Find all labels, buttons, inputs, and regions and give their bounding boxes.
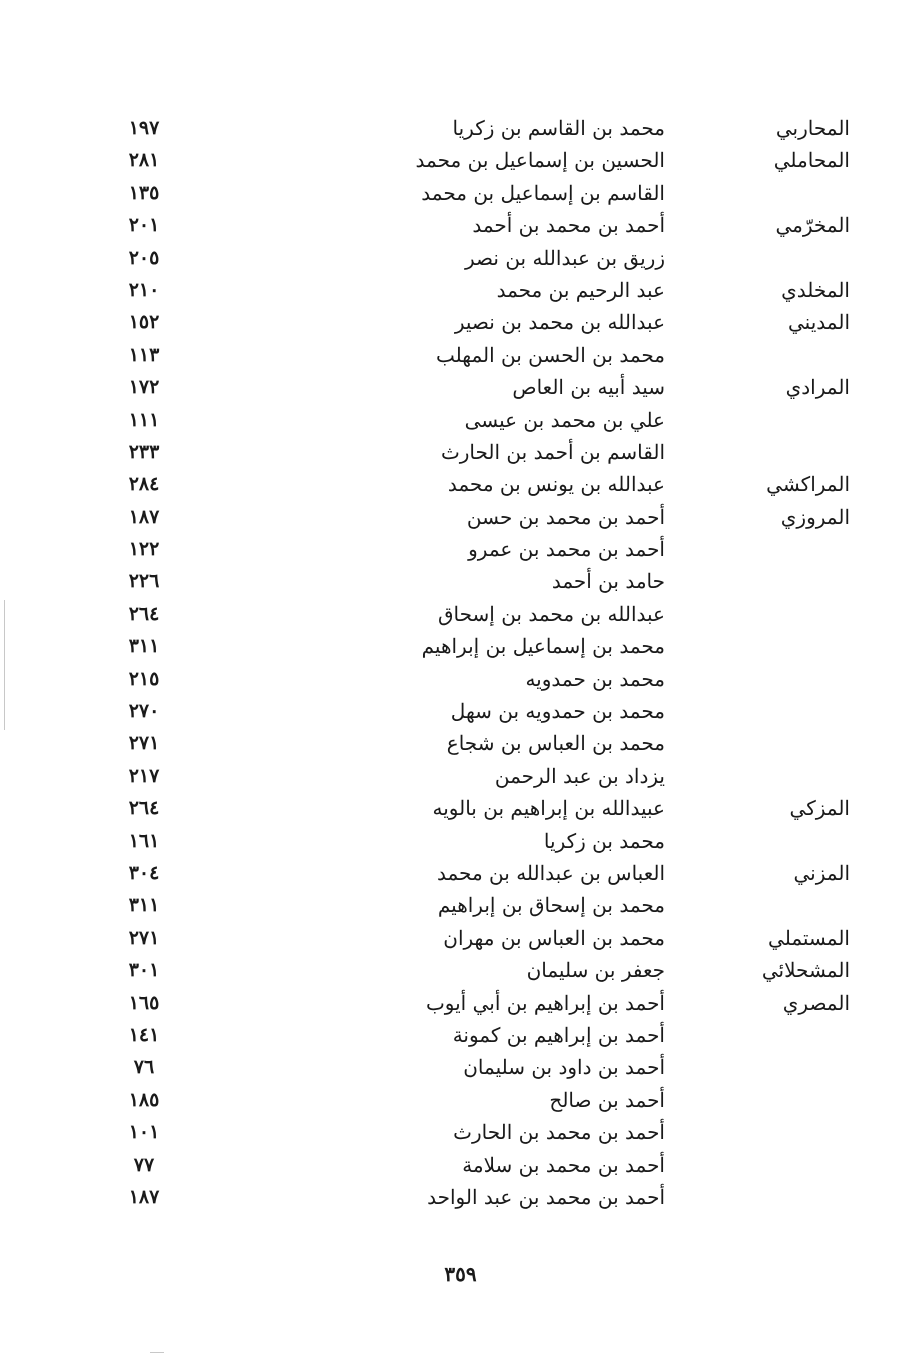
nisba-label: المرادي bbox=[785, 375, 850, 400]
person-name: محمد بن الحسن بن المهلب bbox=[435, 342, 665, 367]
index-row bbox=[100, 144, 860, 176]
page-reference: ٢١٥ bbox=[128, 667, 160, 690]
person-name: القاسم بن أحمد بن الحارث bbox=[440, 439, 665, 464]
person-name: أحمد بن محمد بن سلامة bbox=[462, 1152, 665, 1177]
index-row bbox=[100, 177, 860, 209]
index-row bbox=[100, 371, 860, 403]
person-name: حامد بن أحمد bbox=[551, 569, 665, 594]
nisba-label: المشحلائي bbox=[761, 958, 850, 983]
person-name: محمد بن إسحاق بن إبراهيم bbox=[437, 893, 665, 918]
person-name: محمد بن العباس بن شجاع bbox=[446, 731, 665, 756]
page-reference: ١٤١ bbox=[128, 1023, 160, 1046]
page-reference: ٢٧١ bbox=[128, 732, 160, 755]
page-reference: ١٦٥ bbox=[128, 991, 160, 1014]
index-row bbox=[100, 436, 860, 468]
person-name: الحسين بن إسماعيل بن محمد bbox=[415, 148, 665, 173]
page-reference: ٢٣٣ bbox=[128, 440, 160, 463]
index-row bbox=[100, 954, 860, 986]
index-row bbox=[100, 695, 860, 727]
page-reference: ١٨٧ bbox=[128, 1185, 160, 1208]
page-reference: ١٨٧ bbox=[128, 505, 160, 528]
person-name: عبيدالله بن إبراهيم بن بالويه bbox=[432, 796, 665, 821]
page-reference: ٢١٧ bbox=[128, 764, 160, 787]
page-reference: ٢٦٤ bbox=[128, 797, 160, 820]
person-name: عبدالله بن محمد بن نصير bbox=[454, 310, 665, 335]
page-reference: ٢٢٦ bbox=[128, 570, 160, 593]
page-reference: ٢٧١ bbox=[128, 926, 160, 949]
person-name: أحمد بن محمد بن أحمد bbox=[472, 213, 665, 238]
page-reference: ٣١١ bbox=[128, 894, 160, 917]
page-reference: ١٥٢ bbox=[128, 311, 160, 334]
person-name: أحمد بن محمد بن حسن bbox=[466, 504, 665, 529]
person-name: أحمد بن داود بن سليمان bbox=[463, 1055, 665, 1080]
index-row bbox=[100, 598, 860, 630]
person-name: عبدالله بن محمد بن إسحاق bbox=[438, 601, 665, 626]
index-row bbox=[100, 889, 860, 921]
person-name: أحمد بن إبراهيم بن أبي أيوب bbox=[425, 990, 665, 1015]
index-row bbox=[100, 1116, 860, 1148]
person-name: القاسم بن إسماعيل بن محمد bbox=[421, 180, 665, 205]
page-reference: ٢٠٥ bbox=[128, 246, 160, 269]
person-name: محمد بن حمدويه bbox=[525, 666, 665, 691]
person-name: زريق بن عبدالله بن نصر bbox=[465, 245, 665, 270]
index-row bbox=[100, 987, 860, 1019]
index-row bbox=[100, 857, 860, 889]
page-reference: ٢١٠ bbox=[128, 278, 160, 301]
nisba-label: المزني bbox=[793, 860, 850, 885]
index-row bbox=[100, 1149, 860, 1181]
index-row bbox=[100, 565, 860, 597]
nisba-label: المروزي bbox=[780, 504, 850, 529]
person-name: محمد بن القاسم بن زكريا bbox=[452, 116, 665, 140]
page-reference: ٢٨١ bbox=[128, 149, 160, 172]
page-number: ٣٥٩ bbox=[444, 1262, 477, 1286]
person-name: عبد الرحيم بن محمد bbox=[496, 277, 665, 302]
nisba-label: المزكي bbox=[789, 796, 850, 821]
index-row bbox=[100, 274, 860, 306]
index-row bbox=[100, 630, 860, 662]
index-row bbox=[100, 1019, 860, 1051]
person-name: أحمد بن صالح bbox=[549, 1087, 665, 1112]
page-reference: ٣٠٤ bbox=[128, 861, 160, 884]
index-row bbox=[100, 533, 860, 565]
index-row bbox=[100, 501, 860, 533]
page-reference: ١٠١ bbox=[128, 1121, 160, 1144]
person-name: أحمد بن إبراهيم بن كمونة bbox=[452, 1022, 665, 1047]
person-name: محمد بن إسماعيل بن إبراهيم bbox=[421, 634, 665, 659]
index-row bbox=[100, 468, 860, 500]
person-name: محمد بن زكريا bbox=[543, 828, 665, 853]
index-row bbox=[100, 242, 860, 274]
index-row bbox=[100, 1051, 860, 1083]
page-reference: ٧٧ bbox=[133, 1153, 155, 1176]
nisba-label: المخرّمي bbox=[775, 213, 850, 238]
person-name: محمد بن العباس بن مهران bbox=[443, 925, 665, 950]
page-reference: ١١١ bbox=[128, 408, 160, 431]
index-row bbox=[100, 306, 860, 338]
nisba-label: المستملي bbox=[768, 925, 850, 950]
index-row bbox=[100, 922, 860, 954]
index-row bbox=[100, 339, 860, 371]
person-name: سيد أبيه بن العاص bbox=[512, 375, 665, 400]
page-reference: ٢٨٤ bbox=[128, 473, 160, 496]
page-reference: ١٩٧ bbox=[128, 117, 160, 139]
page-reference: ١٦١ bbox=[128, 829, 160, 852]
index-row bbox=[100, 1181, 860, 1213]
page-reference: ١٧٢ bbox=[128, 376, 160, 399]
index-row bbox=[100, 209, 860, 241]
nisba-label: المصري bbox=[782, 990, 850, 1015]
index-row bbox=[100, 825, 860, 857]
page-reference: ٣٠١ bbox=[128, 959, 160, 982]
page-reference: ٢٦٤ bbox=[128, 602, 160, 625]
index-row bbox=[100, 760, 860, 792]
nisba-label: المخلدي bbox=[781, 277, 850, 302]
page-reference: ٢٠١ bbox=[128, 214, 160, 237]
page-reference: ٧٦ bbox=[133, 1056, 155, 1079]
person-name: علي بن محمد بن عيسى bbox=[464, 407, 665, 432]
index-row bbox=[100, 1084, 860, 1116]
person-name: محمد بن حمدويه بن سهل bbox=[450, 699, 665, 724]
person-name: أحمد بن محمد بن عمرو bbox=[468, 537, 665, 562]
page-reference: ٣١١ bbox=[128, 635, 160, 658]
page-reference: ٢٧٠ bbox=[128, 700, 160, 723]
index-row bbox=[100, 404, 860, 436]
nisba-label: المديني bbox=[788, 310, 850, 335]
person-name: عبدالله بن يونس بن محمد bbox=[447, 472, 665, 497]
nisba-label: المحاربي bbox=[775, 116, 850, 140]
left-edge-mark bbox=[4, 600, 5, 730]
nisba-label: المحاملي bbox=[773, 148, 850, 173]
person-name: جعفر بن سليمان bbox=[526, 958, 665, 983]
person-name: العباس بن عبدالله بن محمد bbox=[437, 860, 665, 885]
page-reference: ١٢٢ bbox=[128, 538, 160, 561]
index-row bbox=[100, 663, 860, 695]
index-row bbox=[100, 112, 860, 144]
person-name: أحمد بن محمد بن عبد الواحد bbox=[427, 1184, 665, 1209]
page-reference: ١٣٥ bbox=[128, 181, 160, 204]
nisba-label: المراكشي bbox=[766, 472, 850, 497]
page-reference: ١٨٥ bbox=[128, 1088, 160, 1111]
index-table bbox=[100, 112, 860, 1213]
page-reference: ١١٣ bbox=[128, 343, 160, 366]
index-row bbox=[100, 727, 860, 759]
bottom-scan-mark bbox=[150, 1352, 164, 1353]
person-name: يزداد بن عبد الرحمن bbox=[494, 763, 665, 788]
person-name: أحمد بن محمد بن الحارث bbox=[453, 1120, 665, 1145]
index-row bbox=[100, 792, 860, 824]
